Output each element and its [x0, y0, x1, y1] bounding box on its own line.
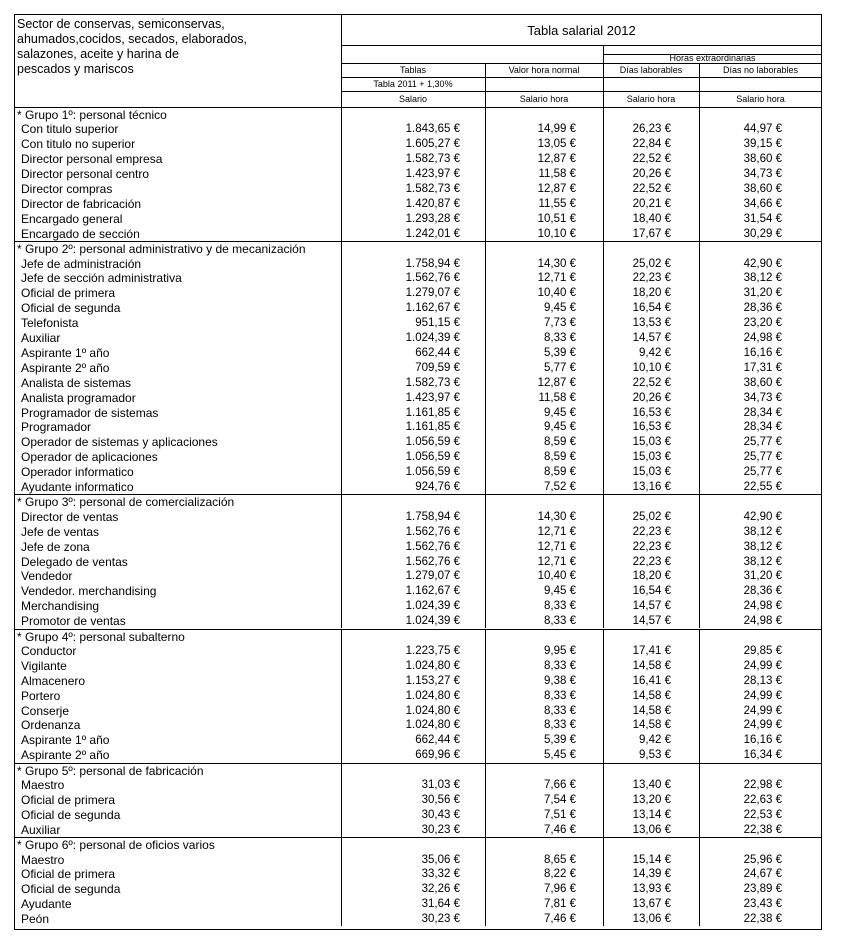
- dias-laborables-value: 16,54 €: [632, 302, 671, 315]
- salario-value: 1.024,39 €: [405, 600, 460, 613]
- divider: [341, 45, 822, 46]
- valor-hora-value: 12,87 €: [537, 183, 576, 195]
- dias-no-laborables-value: 38,60 €: [743, 376, 782, 389]
- valor-hora-value: 12,71 €: [537, 272, 576, 285]
- dias-no-laborables-value: 24,99 €: [743, 689, 782, 702]
- dias-laborables-value: 14,57 €: [632, 615, 671, 628]
- column-divider: [699, 241, 700, 494]
- salario-value: 30,23 €: [421, 913, 460, 926]
- dias-laborables-value: 18,40 €: [632, 212, 671, 225]
- col-header-dias-no-laborables: Días no laborables: [722, 65, 799, 75]
- position-name: Programador de sistemas: [21, 405, 159, 420]
- salario-value: 1.024,39 €: [405, 332, 460, 344]
- valor-hora-value: 10,40 €: [537, 570, 576, 583]
- tabla-2011-note: Tabla 2011 + 1,30%: [373, 79, 453, 89]
- position-name: Aspirante 2º año: [21, 748, 110, 763]
- valor-hora-value: 8,33 €: [544, 615, 576, 628]
- dias-laborables-value: 16,53 €: [632, 406, 671, 419]
- valor-hora-value: 9,45 €: [544, 302, 576, 315]
- dias-laborables-value: 13,53 €: [632, 317, 671, 330]
- position-name: Aspirante 1º año: [21, 345, 110, 360]
- dias-no-laborables-value: 22,55 €: [743, 481, 782, 493]
- valor-hora-value: 5,77 €: [544, 361, 576, 374]
- column-divider: [341, 494, 342, 628]
- dias-no-laborables-value: 25,77 €: [743, 436, 782, 449]
- valor-hora-value: 8,65 €: [544, 853, 576, 866]
- dias-no-laborables-value: 39,15 €: [743, 138, 782, 151]
- column-divider: [485, 837, 486, 926]
- valor-hora-value: 12,87 €: [537, 153, 576, 166]
- column-divider: [341, 107, 342, 241]
- column-divider: [603, 241, 604, 494]
- position-name: Telefonista: [21, 316, 79, 331]
- dias-no-laborables-value: 23,89 €: [743, 883, 782, 896]
- dias-no-laborables-value: 24,98 €: [743, 600, 782, 613]
- position-name: Operador informatico: [21, 465, 134, 480]
- column-divider: [603, 494, 604, 628]
- valor-hora-value: 7,73 €: [544, 317, 576, 330]
- valor-hora-value: 9,45 €: [544, 421, 576, 434]
- dias-no-laborables-value: 28,13 €: [743, 674, 782, 687]
- dias-no-laborables-value: 25,77 €: [743, 466, 782, 479]
- position-name: Director personal centro: [21, 167, 150, 182]
- sector-title-line: pescados y mariscos: [17, 62, 134, 76]
- dias-no-laborables-value: 24,99 €: [743, 719, 782, 732]
- salario-value: 1.024,80 €: [405, 689, 460, 702]
- subheader-salario: Salario: [398, 94, 427, 104]
- dias-laborables-value: 22,52 €: [632, 376, 671, 389]
- valor-hora-value: 5,45 €: [544, 749, 576, 762]
- dias-laborables-value: 13,14 €: [632, 808, 671, 821]
- column-divider: [485, 494, 486, 628]
- position-name: Delegado de ventas: [21, 554, 128, 569]
- dias-laborables-value: 13,16 €: [632, 481, 671, 493]
- dias-no-laborables-value: 24,98 €: [743, 332, 782, 344]
- dias-laborables-value: 22,23 €: [632, 555, 671, 568]
- position-name: Peón: [21, 912, 50, 927]
- position-name: Operador de aplicaciones: [21, 450, 158, 465]
- position-name: Con titulo superior: [21, 122, 119, 137]
- position-name: Maestro: [21, 778, 65, 792]
- salario-value: 1.843,65 €: [405, 123, 460, 136]
- position-name: Almacenero: [21, 673, 86, 688]
- position-name: Director personal empresa: [21, 152, 163, 167]
- position-name: Analista de sistemas: [21, 375, 132, 390]
- dias-laborables-value: 22,84 €: [632, 138, 671, 151]
- valor-hora-value: 14,30 €: [537, 257, 576, 270]
- valor-hora-value: 7,66 €: [544, 779, 576, 791]
- col-header-dias-laborables: Días laborables: [619, 65, 683, 75]
- salario-value: 1.056,59 €: [405, 466, 460, 479]
- salario-value: 1.758,94 €: [405, 257, 460, 270]
- dias-laborables-value: 13,40 €: [632, 779, 671, 791]
- dias-laborables-value: 22,23 €: [632, 272, 671, 285]
- dias-laborables-value: 15,03 €: [632, 466, 671, 479]
- column-divider: [603, 763, 604, 838]
- dias-no-laborables-value: 42,90 €: [743, 257, 782, 270]
- dias-no-laborables-value: 42,90 €: [743, 510, 782, 523]
- dias-no-laborables-value: 22,38 €: [743, 913, 782, 926]
- position-name: Conserje: [21, 703, 70, 718]
- position-name: Oficial de primera: [21, 792, 116, 807]
- valor-hora-value: 8,33 €: [544, 719, 576, 732]
- valor-hora-value: 8,33 €: [544, 659, 576, 672]
- valor-hora-value: 8,59 €: [544, 436, 576, 449]
- valor-hora-value: 7,46 €: [544, 913, 576, 926]
- column-divider: [699, 494, 700, 628]
- dias-no-laborables-value: 23,20 €: [743, 317, 782, 330]
- dias-no-laborables-value: 31,20 €: [743, 287, 782, 300]
- salary-table: [14, 14, 822, 930]
- dias-no-laborables-value: 22,98 €: [743, 779, 782, 791]
- dias-laborables-value: 13,93 €: [632, 883, 671, 896]
- position-name: Director de fabricación: [21, 196, 142, 211]
- table-title: Tabla salarial 2012: [527, 23, 636, 38]
- dias-no-laborables-value: 28,36 €: [743, 585, 782, 598]
- valor-hora-value: 8,22 €: [544, 868, 576, 881]
- valor-hora-value: 8,33 €: [544, 332, 576, 344]
- dias-laborables-value: 16,53 €: [632, 421, 671, 434]
- dias-laborables-value: 9,53 €: [639, 749, 671, 762]
- valor-hora-value: 9,45 €: [544, 406, 576, 419]
- valor-hora-value: 8,33 €: [544, 704, 576, 717]
- valor-hora-value: 8,59 €: [544, 466, 576, 479]
- salario-value: 1.562,76 €: [405, 555, 460, 568]
- dias-laborables-value: 25,02 €: [632, 510, 671, 523]
- salario-value: 32,26 €: [421, 883, 460, 896]
- dias-no-laborables-value: 38,12 €: [743, 540, 782, 553]
- position-name: Vendedor: [21, 569, 73, 584]
- salario-value: 924,76 €: [415, 481, 460, 493]
- valor-hora-value: 10,51 €: [537, 212, 576, 225]
- dias-no-laborables-value: 24,98 €: [743, 615, 782, 628]
- dias-laborables-value: 13,20 €: [632, 793, 671, 806]
- position-name: Jefe de administración: [21, 256, 142, 271]
- position-name: Auxiliar: [21, 822, 61, 837]
- dias-laborables-value: 17,67 €: [632, 227, 671, 240]
- position-name: Oficial de primera: [21, 286, 116, 301]
- position-name: Auxiliar: [21, 331, 61, 345]
- position-name: Con titulo no superior: [21, 137, 136, 152]
- valor-hora-value: 14,30 €: [537, 510, 576, 523]
- valor-hora-value: 12,87 €: [537, 376, 576, 389]
- salario-value: 1.582,73 €: [405, 376, 460, 389]
- column-divider: [699, 629, 700, 763]
- position-name: Analista programador: [21, 390, 136, 405]
- position-name: Director de ventas: [21, 509, 119, 524]
- position-name: Director compras: [21, 182, 113, 196]
- sector-title-line: Sector de conservas, semiconservas,: [17, 17, 225, 31]
- dias-laborables-value: 15,03 €: [632, 451, 671, 464]
- position-name: Encargado general: [21, 211, 123, 226]
- column-divider: [699, 763, 700, 838]
- position-name: Ayudante: [21, 897, 72, 912]
- valor-hora-value: 11,55 €: [538, 197, 576, 210]
- salario-value: 1.582,73 €: [405, 183, 460, 195]
- dias-no-laborables-value: 28,34 €: [743, 421, 782, 434]
- dias-laborables-value: 13,06 €: [632, 913, 671, 926]
- position-name: Aspirante 2º año: [21, 360, 110, 375]
- position-name: Conductor: [21, 643, 77, 658]
- valor-hora-value: 7,52 €: [544, 481, 576, 493]
- valor-hora-value: 10,40 €: [537, 287, 576, 300]
- dias-laborables-value: 14,58 €: [632, 719, 671, 732]
- position-name: Oficial de segunda: [21, 301, 121, 316]
- column-divider: [341, 837, 342, 926]
- valor-hora-value: 8,33 €: [544, 600, 576, 613]
- salario-value: 1.423,97 €: [405, 168, 460, 181]
- valor-hora-value: 8,33 €: [544, 689, 576, 702]
- valor-hora-value: 11,58 €: [538, 391, 576, 404]
- position-name: Jefe de sección administrativa: [21, 271, 182, 286]
- valor-hora-value: 12,71 €: [537, 540, 576, 553]
- dias-no-laborables-value: 34,66 €: [743, 197, 782, 210]
- group-title: * Grupo 1º: personal técnico: [17, 108, 167, 122]
- column-divider: [341, 241, 342, 494]
- dias-no-laborables-value: 38,12 €: [743, 525, 782, 538]
- position-name: Oficial de primera: [21, 867, 116, 882]
- dias-no-laborables-value: 16,34 €: [743, 749, 782, 762]
- salario-value: 1.420,87 €: [405, 197, 460, 210]
- salario-value: 709,59 €: [415, 361, 460, 374]
- salario-value: 1.562,76 €: [405, 540, 460, 553]
- valor-hora-value: 7,96 €: [544, 883, 576, 896]
- dias-laborables-value: 13,06 €: [632, 823, 671, 836]
- group-title: * Grupo 5º: personal de fabricación: [17, 763, 204, 778]
- position-name: Promotor de ventas: [21, 614, 126, 629]
- column-divider: [341, 629, 342, 763]
- dias-laborables-value: 18,20 €: [632, 570, 671, 583]
- group-title: * Grupo 3º: personal de comercialización: [17, 495, 235, 510]
- salario-value: 1.293,28 €: [405, 212, 460, 225]
- dias-no-laborables-value: 29,85 €: [743, 644, 782, 657]
- dias-laborables-value: 26,23 €: [632, 123, 671, 136]
- salario-value: 1.582,73 €: [405, 153, 460, 166]
- column-divider: [699, 837, 700, 926]
- dias-no-laborables-value: 25,96 €: [743, 853, 782, 866]
- group-title: * Grupo 2º: personal administrativo y de mecanización: [17, 242, 306, 257]
- column-divider: [603, 837, 604, 926]
- salario-value: 1.242,01 €: [405, 227, 460, 240]
- position-name: Jefe de zona: [21, 539, 90, 554]
- dias-no-laborables-value: 16,16 €: [743, 734, 782, 747]
- salario-value: 30,43 €: [421, 808, 460, 821]
- valor-hora-value: 8,59 €: [544, 451, 576, 464]
- valor-hora-value: 7,54 €: [544, 793, 576, 806]
- dias-no-laborables-value: 22,38 €: [743, 823, 782, 836]
- dias-no-laborables-value: 31,20 €: [743, 570, 782, 583]
- column-divider: [699, 107, 700, 241]
- salario-value: 1.056,59 €: [405, 436, 460, 449]
- salario-value: 1.605,27 €: [405, 138, 460, 151]
- position-name: Programador: [21, 420, 92, 435]
- dias-laborables-value: 16,41 €: [632, 674, 671, 687]
- valor-hora-value: 12,71 €: [537, 555, 576, 568]
- salario-value: 951,15 €: [415, 317, 460, 330]
- dias-no-laborables-value: 25,77 €: [743, 451, 782, 464]
- valor-hora-value: 9,45 €: [544, 585, 576, 598]
- dias-no-laborables-value: 24,67 €: [743, 868, 782, 881]
- dias-no-laborables-value: 38,12 €: [743, 272, 782, 285]
- position-name: Merchandising: [21, 599, 100, 614]
- dias-no-laborables-value: 34,73 €: [743, 168, 782, 181]
- salario-value: 1.162,67 €: [405, 302, 460, 315]
- horas-extra-header: Horas extraordinarias: [669, 53, 756, 63]
- dias-no-laborables-value: 23,43 €: [743, 898, 782, 911]
- valor-hora-value: 7,46 €: [544, 823, 576, 836]
- salario-value: 662,44 €: [415, 346, 460, 359]
- salario-value: 1.279,07 €: [405, 570, 460, 583]
- dias-no-laborables-value: 17,31 €: [743, 361, 782, 374]
- position-name: Vendedor. merchandising: [21, 584, 157, 599]
- column-divider: [485, 241, 486, 494]
- salario-value: 31,03 €: [421, 779, 460, 791]
- dias-no-laborables-value: 22,63 €: [743, 793, 782, 806]
- salario-value: 669,96 €: [415, 749, 460, 762]
- col-header-tablas: Tablas: [399, 65, 426, 75]
- salario-value: 1.153,27 €: [405, 674, 460, 687]
- column-divider: [485, 107, 486, 241]
- position-name: Oficial de segunda: [21, 807, 121, 822]
- dias-laborables-value: 16,54 €: [632, 585, 671, 598]
- dias-no-laborables-value: 24,99 €: [743, 659, 782, 672]
- salario-value: 662,44 €: [415, 734, 460, 747]
- dias-laborables-value: 14,39 €: [632, 868, 671, 881]
- col-header-valor-hora: Valor hora normal: [508, 65, 580, 75]
- position-name: Encargado de sección: [21, 226, 140, 241]
- dias-laborables-value: 14,58 €: [632, 704, 671, 717]
- salario-value: 1.056,59 €: [405, 451, 460, 464]
- salario-value: 1.024,80 €: [405, 704, 460, 717]
- salario-value: 1.423,97 €: [405, 391, 460, 404]
- dias-no-laborables-value: 24,99 €: [743, 704, 782, 717]
- valor-hora-value: 9,38 €: [544, 674, 576, 687]
- position-name: Portero: [21, 688, 61, 703]
- salario-value: 1.162,67 €: [405, 585, 460, 598]
- dias-laborables-value: 18,20 €: [632, 287, 671, 300]
- valor-hora-value: 7,51 €: [544, 808, 576, 821]
- salario-value: 1.279,07 €: [405, 287, 460, 300]
- salario-value: 35,06 €: [421, 853, 460, 866]
- dias-laborables-value: 14,58 €: [632, 659, 671, 672]
- salario-value: 1.223,75 €: [405, 644, 460, 657]
- dias-no-laborables-value: 16,16 €: [743, 346, 782, 359]
- sector-title-line: ahumados,cocidos, secados, elaborados,: [17, 32, 248, 46]
- dias-no-laborables-value: 38,60 €: [743, 153, 782, 166]
- salario-value: 1.161,85 €: [405, 406, 460, 419]
- valor-hora-value: 5,39 €: [544, 346, 576, 359]
- dias-no-laborables-value: 28,34 €: [743, 406, 782, 419]
- valor-hora-value: 5,39 €: [544, 734, 576, 747]
- salario-value: 33,32 €: [421, 868, 460, 881]
- dias-laborables-value: 15,03 €: [632, 436, 671, 449]
- salario-value: 31,64 €: [421, 898, 460, 911]
- dias-laborables-value: 22,52 €: [632, 183, 671, 195]
- dias-laborables-value: 22,23 €: [632, 525, 671, 538]
- dias-laborables-value: 20,21 €: [632, 197, 671, 210]
- salario-value: 1.562,76 €: [405, 272, 460, 285]
- dias-no-laborables-value: 44,97 €: [743, 123, 782, 136]
- dias-no-laborables-value: 34,73 €: [743, 391, 782, 404]
- dias-laborables-value: 9,42 €: [639, 734, 671, 747]
- salario-value: 1.758,94 €: [405, 510, 460, 523]
- dias-no-laborables-value: 31,54 €: [743, 212, 782, 225]
- subheader-salario-hora: Salario hora: [626, 94, 676, 104]
- valor-hora-value: 13,05 €: [537, 138, 576, 151]
- column-divider: [485, 629, 486, 763]
- position-name: Ordenanza: [21, 718, 81, 733]
- dias-laborables-value: 9,42 €: [639, 346, 671, 359]
- group-title: * Grupo 4º: personal subalterno: [17, 629, 185, 644]
- subheader-salario-hora: Salario hora: [736, 94, 785, 104]
- dias-laborables-value: 13,67 €: [632, 898, 671, 911]
- position-name: Oficial de segunda: [21, 882, 121, 897]
- dias-no-laborables-value: 28,36 €: [743, 302, 782, 315]
- dias-laborables-value: 14,57 €: [632, 332, 671, 344]
- dias-laborables-value: 25,02 €: [632, 257, 671, 270]
- dias-laborables-value: 10,10 €: [632, 361, 671, 374]
- dias-no-laborables-value: 38,12 €: [743, 555, 782, 568]
- column-divider: [341, 763, 342, 838]
- valor-hora-value: 11,58 €: [538, 168, 576, 181]
- position-name: Aspirante 1º año: [21, 733, 110, 748]
- dias-laborables-value: 17,41 €: [632, 644, 671, 657]
- position-name: Ayudante informatico: [21, 480, 134, 494]
- dias-no-laborables-value: 30,29 €: [743, 227, 782, 240]
- sector-title-line: salazones, aceite y harina de: [17, 47, 179, 61]
- dias-laborables-value: 20,26 €: [632, 168, 671, 181]
- valor-hora-value: 12,71 €: [537, 525, 576, 538]
- salario-value: 30,56 €: [421, 793, 460, 806]
- column-divider: [485, 763, 486, 838]
- dias-laborables-value: 22,23 €: [632, 540, 671, 553]
- dias-no-laborables-value: 38,60 €: [743, 183, 782, 195]
- position-name: Maestro: [21, 852, 65, 867]
- dias-no-laborables-value: 22,53 €: [743, 808, 782, 821]
- dias-laborables-value: 15,14 €: [632, 853, 671, 866]
- valor-hora-value: 7,81 €: [544, 898, 576, 911]
- salario-value: 1.024,80 €: [405, 659, 460, 672]
- subheader-salario-hora: Salario hora: [519, 94, 569, 104]
- position-name: Vigilante: [21, 658, 67, 673]
- salario-value: 1.161,85 €: [405, 421, 460, 434]
- dias-laborables-value: 20,26 €: [632, 391, 671, 404]
- position-name: Jefe de ventas: [21, 524, 100, 539]
- valor-hora-value: 10,10 €: [537, 227, 576, 240]
- group-title: * Grupo 6º: personal de oficios varios: [17, 838, 215, 853]
- dias-laborables-value: 14,58 €: [632, 689, 671, 702]
- valor-hora-value: 9,95 €: [544, 644, 576, 657]
- dias-laborables-value: 22,52 €: [632, 153, 671, 166]
- salario-value: 30,23 €: [421, 823, 460, 836]
- position-name: Operador de sistemas y aplicaciones: [21, 435, 218, 450]
- column-divider: [603, 629, 604, 763]
- valor-hora-value: 14,99 €: [537, 123, 576, 136]
- column-divider: [603, 107, 604, 241]
- dias-laborables-value: 14,57 €: [632, 600, 671, 613]
- salario-value: 1.024,80 €: [405, 719, 460, 732]
- salario-value: 1.562,76 €: [405, 525, 460, 538]
- salario-value: 1.024,39 €: [405, 615, 460, 628]
